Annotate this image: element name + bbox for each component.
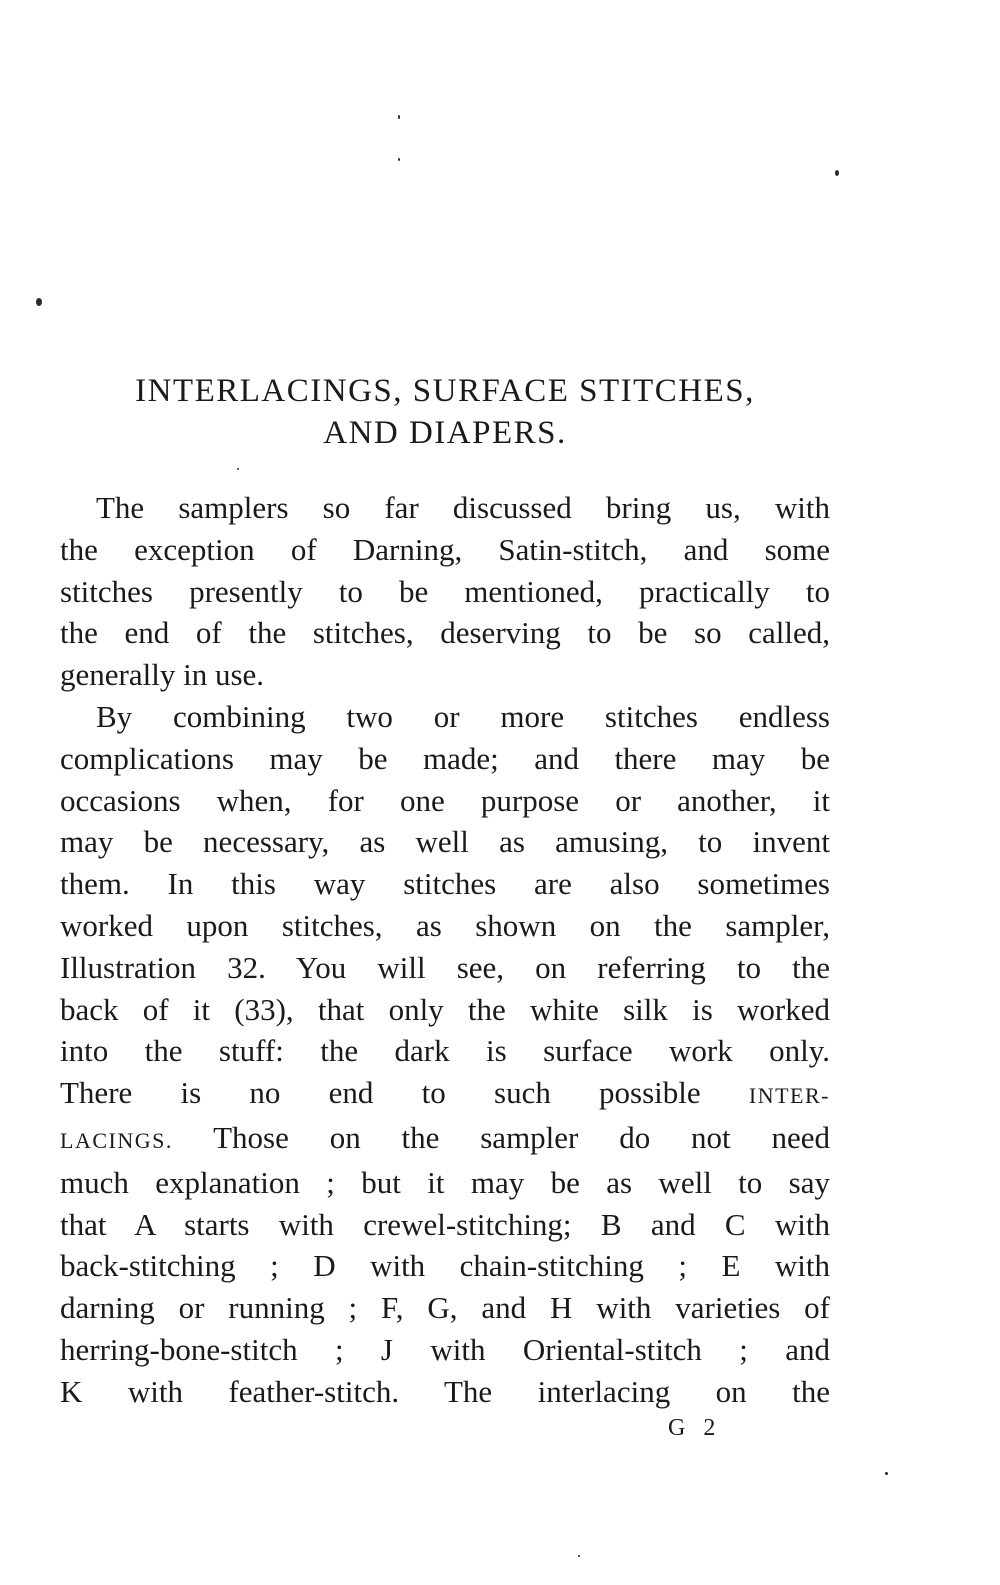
smallcaps-term: INTER- [748, 1083, 830, 1109]
text-line: the exception of Darning, Satin-stitch, and some [60, 531, 830, 567]
text-line: much explanation ; but it may be as well to say [60, 1164, 830, 1200]
text-line: worked upon stitches, as shown on the sampler, [60, 907, 830, 943]
line-rest: Those on the sampler do not need [213, 1119, 830, 1155]
text-line: into the stuff: the dark is surface work only. [60, 1033, 830, 1069]
print-speck [835, 170, 839, 176]
text-line: By combining two or more stitches endless [96, 698, 830, 734]
text-line: K with feather-stitch. The interlacing on the [60, 1373, 830, 1409]
text-line [60, 1117, 830, 1162]
text-line: the end of the stitches, deserving to be so called, [60, 615, 830, 651]
smallcaps-term: LACINGS. [60, 1127, 173, 1153]
paragraph-1 [60, 487, 830, 696]
text-line: back of it (33), that only the white silk is worked [60, 991, 830, 1027]
text-line: stitches presently to be mentioned, practically to [60, 573, 830, 609]
body-text [60, 487, 830, 1413]
text-line: back-stitching ; D with chain-stitching ; E with [60, 1248, 830, 1284]
print-speck [885, 1472, 888, 1475]
text-line [60, 1072, 830, 1117]
text-line: may be necessary, as well as amusing, to invent [60, 824, 830, 860]
text-line: occasions when, for one purpose or another, it [60, 782, 830, 818]
text-line: herring-bone-stitch ; J with Oriental-stitch ; and [60, 1331, 830, 1367]
print-speck [578, 1555, 580, 1557]
print-speck [36, 298, 42, 306]
chapter-heading-line-2: AND DIAPERS. [323, 415, 567, 451]
text-line: complications may be made; and there may be [60, 740, 830, 776]
text-line: that A starts with crewel-stitching; B and C with [60, 1206, 830, 1242]
text-line: them. In this way stitches are also sometimes [60, 866, 830, 902]
text-line: generally in use. [60, 657, 265, 693]
chapter-heading [60, 370, 830, 454]
text-line: darning or running ; F, G, and H with varieties of [60, 1290, 830, 1326]
text-line: The samplers so far discussed bring us, with [96, 490, 830, 525]
print-speck [398, 115, 400, 119]
paragraph-2 [60, 696, 830, 1413]
line-start: There is no end to such possible [60, 1075, 701, 1111]
text-line: Illustration 32. You will see, on referring to the [60, 949, 830, 985]
chapter-heading-line-1: INTERLACINGS, SURFACE STITCHES, [135, 373, 755, 409]
print-speck [398, 158, 400, 161]
signature-mark: G 2 [668, 1415, 722, 1441]
print-speck [237, 468, 239, 470]
